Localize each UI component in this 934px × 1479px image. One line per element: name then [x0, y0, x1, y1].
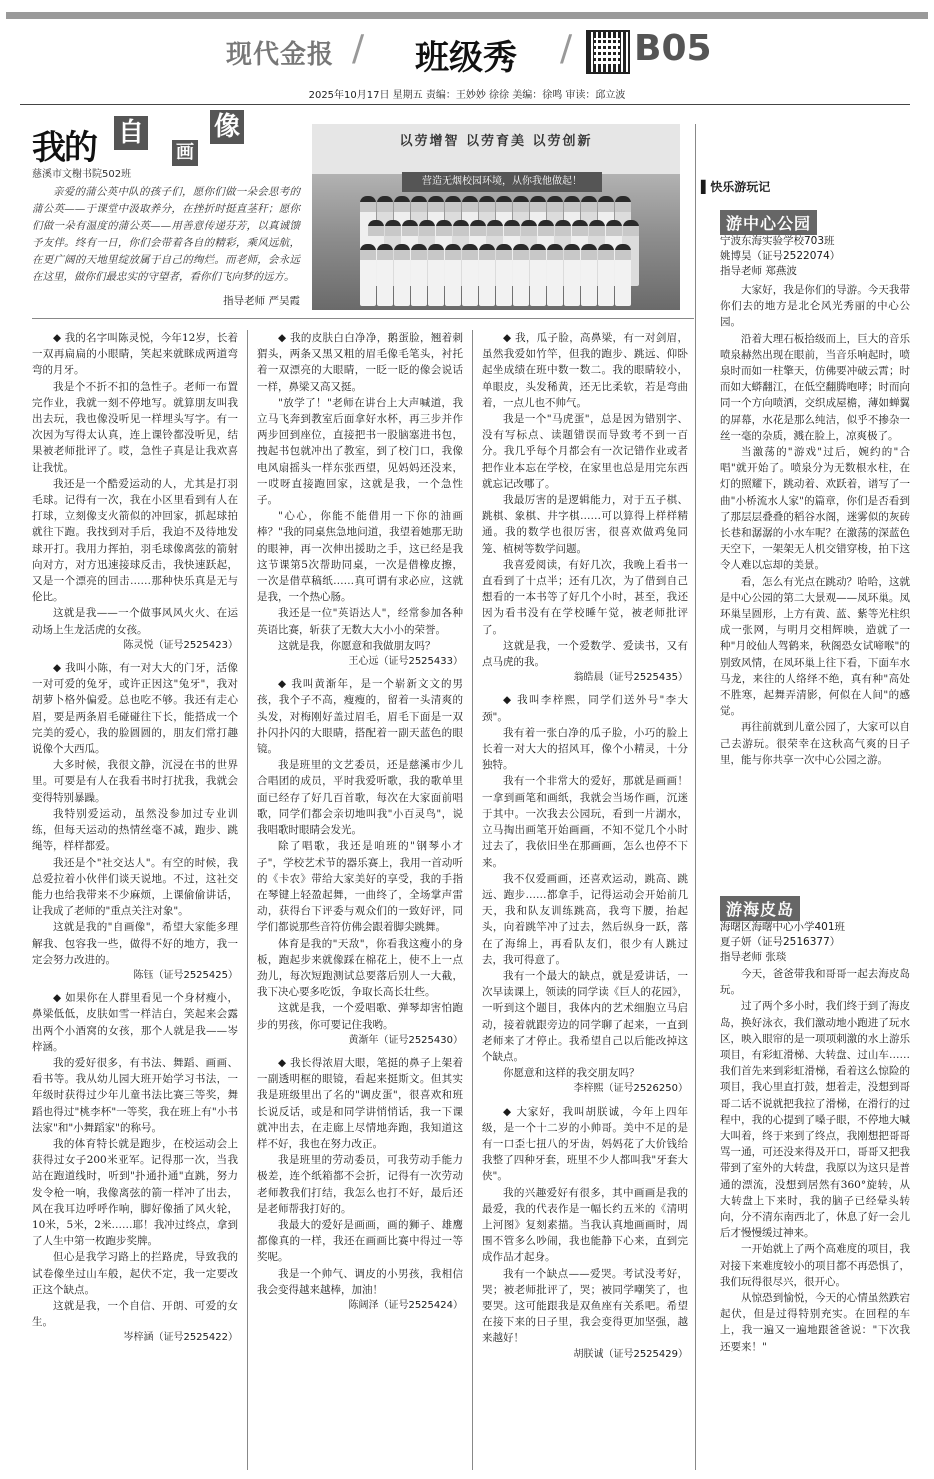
- page-number: B05: [634, 28, 712, 69]
- article-school: 海曙区海曙中心小学401班: [720, 921, 846, 933]
- essay-paragraph: ◆ 我，瓜子脸，高鼻梁，有一对剑眉，虽然我爱如竹竿，但我的跑步、跳远、仰卧起坐成绩在班中数一数二。我的眼睛较小，单眼皮，头发稀黄，还无比柔软，若是弯曲着，一点儿也不帅气。: [482, 332, 688, 409]
- essay-signature: 王心远（证号2525433）: [348, 656, 463, 668]
- student-figure: [428, 244, 444, 306]
- title-char: 自: [114, 116, 148, 150]
- essay-paragraph: 我有着一张白净的瓜子脸，小巧的脸上长着一对大大的招风耳，像个小精灵，十分独特。: [482, 726, 688, 772]
- article-title: 游中心公园: [720, 210, 817, 235]
- essay-column-1: [32, 330, 238, 1353]
- student-figure: [615, 244, 631, 306]
- essay-column-3: [482, 330, 688, 1369]
- essay-paragraph: 这就是我，一个爱唱歌、弹琴却害怕跑步的男孩，你可要记住我哟。: [257, 1002, 463, 1031]
- essay-paragraph: 我是一个帅气、调皮的小男孩，我相信我会变得越来越棒，加油！: [257, 1267, 463, 1296]
- article-body: [720, 282, 910, 768]
- essay-paragraph: ◆ 我叫小陈，有一对大大的门牙，活像一对可爱的兔牙，或许正因这"兔牙"，我对胡萝卜格外偏爱。总也吃不够。我还有走心眉，要是两条眉毛碰碰往下长，能搭成一个完美的爱心，我的脸圆圆的，朋友们常打趣说像个大西瓜。: [32, 662, 238, 756]
- essay-paragraph: 大多时候，我很文静，沉浸在书的世界里。可要是有人在我看书时打扰我，我就会变得特别暴躁。: [32, 759, 238, 804]
- header-divider: [20, 104, 910, 105]
- essay-paragraph: 这就是我——一个做事风风火火、在运动场上生龙活虎的女孩。: [32, 607, 238, 636]
- article-teacher: 指导老师 郑燕波: [720, 265, 797, 277]
- essay-paragraph: 这就是我，一个自信、开朗、可爱的女生。: [32, 1299, 238, 1329]
- essay-signature: 黄渐年（证号2525430）: [348, 1034, 463, 1046]
- essay-paragraph: ◆ 如果你在人群里看见一个身材瘦小，鼻梁低低，皮肤如雪一样洁白，笑起来会露出两个小酒窝的女孩，那个人就是我——岑梓涵。: [32, 992, 238, 1053]
- essay-paragraph: 我的爱好很多，有书法、舞蹈、画画、看书等。我从幼儿园大班开始学习书法，一年级时获得过少年儿童书法比赛三等奖，舞蹈也得过"桃李杯"一等奖，我在班上有"小书法家"和"小舞蹈家"的称号。: [32, 1056, 238, 1134]
- section-title: 班级秀: [415, 38, 517, 78]
- essay-paragraph: 我有一个缺点——爱哭。考试没考好，哭；被老师批评了，哭；被同学嘲笑了，也要哭。这可能跟我是双鱼座有关系吧。希望在接下来的日子里，我会变得更加坚强，越来越好！: [482, 1267, 688, 1345]
- essay-paragraph: "放学了！"老师在讲台上大声喊道，我立马飞奔到教室后面拿好水杯，再三步并作两步回到座位，直接把书一股脑塞进书包，拽起书包就冲出了教室，到了校门口，我像电风扇摇头一样东张西望，见妈妈还没来，一哎呀直接跑回家，这就是我，一个急性子。: [257, 396, 463, 507]
- essay-paragraph: ◆ 我叫李梓熙，同学们送外号"李大颈"。: [482, 694, 688, 723]
- essay-paragraph: ◆ 我的皮肤白白净净，鹅蛋脸，翘着刺猬头，两条又黑又粗的眉毛像毛笔头，衬托着一双漂亮的大眼睛，一眨一眨的像会说话一样，鼻梁又高又挺。: [257, 332, 463, 393]
- article-paragraph: 今天，爸爸带我和哥哥一起去海皮岛玩。: [720, 968, 910, 997]
- essay-signature: 陈阔泽（证号2525424）: [348, 1299, 463, 1311]
- column-rule: [247, 330, 248, 1470]
- essay-paragraph: 我的兴趣爱好有很多，其中画画是我的最爱，我的代表作是一幅长约五米的《清明上河图》复刻素描。当我认真地画画时，周围不管多么吵闹，我也能静下心来，直到完成作品才起身。: [482, 1186, 688, 1264]
- essay-signature: 胡朕诚（证号2525429）: [573, 1348, 688, 1360]
- article-paragraph: 从惊恐到愉悦，今天的心情虽然跌宕起伏，但是过得特别充实。在回程的车上，我一遍又一遍地跟爸爸说："下次我还要来！": [720, 1292, 910, 1353]
- article-meta: [720, 234, 840, 279]
- essay-paragraph: 但心是我学习路上的拦路虎，导致我的试卷像坐过山车般，起伏不定，我一定要改正这个缺点。: [32, 1251, 238, 1296]
- article-body: [720, 966, 910, 1355]
- article-teacher: 指导老师 张琰: [720, 951, 787, 963]
- divider-slash: /: [560, 28, 573, 69]
- section-divider: [32, 318, 694, 319]
- essay-paragraph: 我的体育特长就是跑步，在校运动会上获得过女子200米亚军。记得那一次，当我站在跑道线时，听到"扑通扑通"直跳，努力发令枪一响，我像离弦的箭一样冲了出去，风在我耳边呼呼作响，脚好像插了风火轮，10米，5米，2米……耶！我冲过终点，拿到了人生中第一枚跑步奖牌。: [32, 1137, 238, 1248]
- article-title: 游海皮岛: [720, 896, 800, 921]
- article-school: 宁波东海实验学校703班: [720, 235, 835, 247]
- essay-signature: 陈钰（证号2525425）: [133, 969, 238, 981]
- article-paragraph: 过了两个多小时，我们终于到了海皮岛，换好泳衣，我们激动地小跑进了玩水区，映入眼帘的是一项项刺激的水上游乐项目，有彩虹滑梯、大转盘、过山车……我们首先来到彩虹滑梯，看着这么惊险的项目，我心里直打鼓，想着走，没想到哥哥二话不说就把我拉了滑梯，在滑行的过程中，我的心提到了嗓子眼，不停地大喊大叫着，终于来到了终点，我刚想把哥哥骂一通，可还没来得及开口，哥哥又把我带到了室外的大转盘，我原以为这只是普通的漂流，没想到居然有360°旋转，从大转盘上下来时，我的脑子已经晕头转向，分不清东南西北了，休息了好一会儿后才慢慢缓过神来。: [720, 1000, 910, 1240]
- article-paragraph: 当激荡的"游戏"过后，婉约的"合唱"就开始了。喷泉分为无数根水柱，在灯的照耀下，跳动着、欢跃着，谱写了一曲"小桥流水人家"的篇章，你们是否看到了那层层叠叠的稻谷水阁，迷雾似的灰砖长巷和潺潺的小水车呢？在激荡的深蓝色天空下，一架架无人机交错穿梭，拍下这令人难以忘却的美景。: [720, 446, 910, 572]
- student-figure: [394, 244, 410, 306]
- teacher-intro: 亲爱的蒲公英中队的孩子们，愿你们做一朵会思考的蒲公英——于课堂中汲取养分，在挫折时挺直茎秆；愿你们做一朵有温度的蒲公英——用善意传递芬芳，以真诚馈予友伴。终有一日，你们会带着各自的精彩，乘风远航，在更广阔的天地里绽放属于自己的绚烂。而老师，会永远在这里，做你们最忠实的守望者，看你们飞向梦的远方。: [32, 186, 300, 283]
- essay-signature: 岑梓涵（证号2525422）: [123, 1332, 238, 1344]
- article-author: 姚博昊（证号2522074）: [720, 250, 841, 262]
- essay-paragraph: 我还是一位"英语达人"，经常参加各种英语比赛，斩获了无数大大小小的荣誉。: [257, 607, 463, 636]
- essay-paragraph: ◆ 我的名字叫陈灵悦，今年12岁，长着一双再扁扁的小眼睛，笑起来就眯成两道弯弯的月牙。: [32, 332, 238, 377]
- essay-paragraph: ◆ 大家好，我叫胡朕诚，今年上四年级，是一个十二岁的小帅哥。美中不足的是有一口歪七扭八的牙齿，妈妈花了大价钱给我整了四种牙套，班里不少人都叫我"牙套大侠"。: [482, 1105, 688, 1183]
- essay-paragraph: 我是一个"马虎蛋"，总是因为错别字、没有写标点、读题错误而导致考不到一百分。我几乎每个月都会有一次记错作业或者把作业本忘在学校，在家里也总是用完东西就忘记改哪了。: [482, 413, 688, 490]
- essay-paragraph: ◆ 我长得浓眉大眼，笔挺的鼻子上架着一副透明框的眼镜，看起来挺斯文。但其实我是班级里出了名的"调皮蛋"，很喜欢和班长说反话，或是和同学讲悄悄话，我一下课就冲出去，在走廊上尽情地奔跑，我知道这样不好，我也在努力改正。: [257, 1056, 463, 1150]
- essay-paragraph: 我最厉害的是逻辑能力，对于五子棋、跳棋、象棋、井字棋……可以算得上样样精通。我的数学也很厉害，很喜欢做鸡兔同笼、植树等数学问题。: [482, 494, 688, 555]
- dateline: 2025年10月17日 星期五 责编：王妙妙 徐徐 美编：徐鸣 审读：邱立波: [308, 90, 626, 101]
- essay-paragraph: 除了唱歌，我还是咱班的"钢琴小才子"，学校艺术节的器乐赛上，我用一首动听的《卡农》带给大家美好的享受，我的手指在琴键上轻盈起舞，一曲终了，全场掌声雷动，获得台下评委与观众们的一致好评，同学们都说那些音符仿佛会跟着脚尖跳舞。: [257, 840, 463, 934]
- essay-paragraph: 我有一个非常大的爱好，那就是画画！一拿到画笔和画纸，我就会当场作画，沉迷于其中。一次我去公园玩，看到一片湖水，立马掏出画笔开始画画，不知不觉几个小时过去了，我依旧坐在那画画，怎么也停不下来。: [482, 775, 688, 869]
- essay-paragraph: 这就是我，一个爱数学、爱读书，又有点马虎的我。: [482, 639, 688, 669]
- article-paragraph: 一开始就上了两个高难度的项目，我对接下来难度较小的项目都不再恐惧了，我们玩得很尽兴，很开心。: [720, 1243, 910, 1288]
- essay-signature: 李梓熙（证号2526250）: [573, 1083, 688, 1095]
- essay-paragraph: 我喜爱阅读，有好几次，我晚上看书一直看到了十点半；还有几次，为了借到自己想看的一本书等了好几个小时，甚至，我还因为看书没有在学校睡午觉，被老师批评了。: [482, 558, 688, 636]
- student-figure: [411, 244, 427, 306]
- student-figure: [547, 244, 563, 306]
- essay-paragraph: 我是班里的劳动委员，可我劳动手能力极差，连个纸箱都不会折，记得有一次劳动老师教我们打结，我怎么也打不好，最后还是老师帮我打好的。: [257, 1154, 463, 1215]
- student-figure: [598, 244, 614, 306]
- newspaper-name: 现代金报: [226, 40, 335, 70]
- student-figure: [496, 244, 512, 306]
- title-char: 像: [210, 110, 244, 144]
- qr-code-icon[interactable]: [586, 30, 630, 74]
- essay-paragraph: 这就是我的"自画像"，希望大家能多理解我、包容我一些，做得不好的地方，我一定会努力改进的。: [32, 921, 238, 966]
- essay-paragraph: "心心，你能不能借用一下你的油画棒？"我的同桌焦急地问道，我望着她那无助的眼神，再一次伸出援助之手，这已经是我这节课第5次帮助同桌，一次是借橡皮擦，一次是借草稿纸……真可谓有求必应，这就是我，一个热心肠。: [257, 510, 463, 604]
- essay-paragraph: 我是班里的文艺委员，还是慈溪市少儿合唱团的成员，平时我爱听歌，我的歌单里面已经存了好几百首歌，每次在大家面前唱歌，同学们都会亲切地叫我"小百灵鸟"，说我唱歌时眼睛会发光。: [257, 759, 463, 837]
- student-figure: [462, 244, 478, 306]
- masthead: [0, 28, 934, 88]
- column-rule: [695, 124, 696, 1470]
- school-byline: 慈溪市文榭书院502班: [32, 169, 132, 180]
- article-paragraph: 大家好，我是你们的导游。今天我带你们去的地方是北仑风光秀丽的中心公园。: [720, 284, 910, 329]
- essay-paragraph: 我还是一个酷爱运动的人，尤其是打羽毛球。记得有一次，我在小区里看到有人在打球，立刻像支火箭似的冲回家，抓起球拍就往下跑。我找到对手后，我迫不及待地发球开打。我用力挥拍，羽毛球像离弦的箭射向对方，对方迅速接球反击，我快速跃起，又是一个漂亮的回击……那种快乐真是无与伦比。: [32, 477, 238, 604]
- essay-paragraph: 我有一个最大的缺点，就是爱讲话，一次早读课上，领读的同学读《巨人的花园》，一听到这个题目，我体内的艺术细胞立马启动，接着就跟旁边的同学聊了起来，一直到老师来了才停止。我希望自己以后能改掉这个缺点。: [482, 969, 688, 1063]
- article-paragraph: 沿着大理石板拾级而上，巨大的音乐喷泉赫然出现在眼前，当音乐响起时，喷泉时而如一柱擎天，仿佛要冲破云霄；时而如大蟒翻江，在低空翻腾咆哮；时而向同一个方向喷洒，交织成屋檐，薄如蝉翼的屏幕，水花是那么纯洁，似乎不掺杂一丝一毫的杂质，溅在脸上，凉爽极了。: [720, 332, 910, 442]
- article-author: 夏子妍（证号2516377）: [720, 936, 841, 948]
- essay-paragraph: 我最大的爱好是画画，画的狮子、雄鹰都像真的一样，我还在画画比赛中得过一等奖呢。: [257, 1218, 463, 1264]
- student-figure: [479, 244, 495, 306]
- essay-paragraph: 我还是个"社交达人"。有空的时候，我总爱拉着小伙伴们谈天说地。不过，这社交能力也给我带来不少麻烦，上课偷偷讲话，让我成了老师的"重点关注对象"。: [32, 856, 238, 918]
- photo-banner: 营造无烟校园环境，从你我他做起！: [402, 172, 602, 192]
- essay-paragraph: 你愿意和这样的我交朋友吗？: [503, 1067, 640, 1080]
- essay-paragraph: 这就是我，你愿意和我做朋友吗？: [278, 639, 436, 652]
- essay-paragraph: 我不仅爱画画，还喜欢运动，跳高、跳远、跑步……都拿手，记得运动会开始前几天，我和队友训练跳高，我弯下腰，抬起头，向着跳竿冲了过去，然后纵身一跃，落在了海绵上，再看队友们，很少有人跳过去，我可得意了。: [482, 872, 688, 966]
- article-paragraph: 看，怎么有光点在跳动？哈哈，这就是中心公园的第二大景观——凤环巢。凤环巢呈圆形，上方有黄、蓝、紫等光柱织成一张网，与明月交相辉映，造就了一种"月皎仙人驾鹤来，秋阁恐女试啼喉"的别致风情，在凤环巢上往下看，下面车水马龙，来往的人络绎不绝，真有种"高处不胜寒，起舞弄清影，何似在人间"的感觉。: [720, 575, 910, 718]
- essay-paragraph: 我是个不折不扣的急性子。老师一布置完作业，我就一刻不停地写。就算朋友叫我出去玩，我也像没听见一样埋头写字。有一次因为写得太认真，连上课铃都没听见，结果被老师批评了。哎，急性子真是让我欢喜让我忧。: [32, 380, 238, 474]
- intro-teacher: 指导老师 严吴霞: [223, 295, 300, 307]
- essay-paragraph: 体育是我的"天敌"，你看我这瘦小的身板，跑起步来就像踩在棉花上，使不上一点劲儿，每次短跑测试总要落后别人一大截，我下决心要多吃饭，争取长高长壮些。: [257, 937, 463, 999]
- essay-paragraph: 我特别爱运动，虽然没参加过专业训练，但每天运动的热情丝毫不减，跑步、跳绳等，样样都爱。: [32, 807, 238, 853]
- article-meta: [720, 920, 845, 965]
- student-figure: [377, 244, 393, 306]
- top-rule: [6, 12, 928, 19]
- essay-paragraph: ◆ 我叫黄渐年，是一个崭新文文的男孩，我个子不高，瘦瘦的，留着一头清爽的头发，对梅刚好盖过眉毛，眉毛下面是一双扑闪扑闪的大眼睛，搭配着一副天蓝色的眼镜。: [257, 678, 463, 756]
- article-paragraph: 再往前就到儿童公园了，大家可以自己去游玩。很荣幸在这秋高气爽的日子里，能与你共享一次中心公园之游。: [720, 721, 910, 766]
- column-rule: [472, 330, 473, 1470]
- essay-signature: 陈灵悦（证号2525423）: [123, 639, 238, 651]
- title-prefix: 我的: [32, 128, 96, 168]
- student-figure: [530, 244, 546, 306]
- student-figure: [581, 244, 597, 306]
- essay-signature: 翁皓晨（证号2525435）: [573, 672, 688, 684]
- sidebar-header: ▌快乐游玩记: [701, 180, 771, 194]
- student-figure: [360, 244, 376, 306]
- essay-column-2: [257, 330, 463, 1320]
- photo-slogan: 以劳增智 以劳育美 以劳创新: [399, 134, 593, 149]
- title-char: 画: [172, 140, 198, 166]
- student-figure: [564, 244, 580, 306]
- divider-slash: /: [352, 28, 365, 69]
- student-figure: [445, 244, 461, 306]
- student-figure: [513, 244, 529, 306]
- class-photo: [312, 124, 680, 310]
